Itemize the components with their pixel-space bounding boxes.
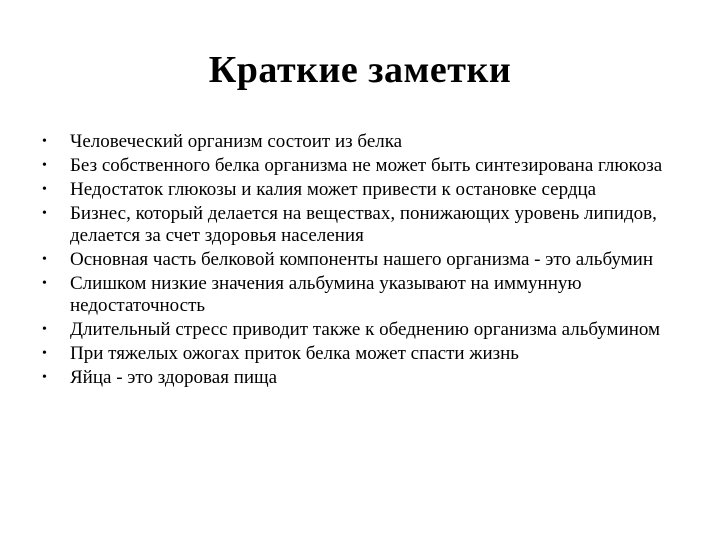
bullet-list xyxy=(42,131,692,391)
list-item xyxy=(42,319,692,341)
list-item xyxy=(42,367,692,389)
slide-title: Краткие заметки xyxy=(208,49,512,91)
list-item xyxy=(42,155,692,177)
bullet-icon: • xyxy=(42,158,47,173)
bullet-icon: • xyxy=(42,370,47,385)
list-item-text: Слишком низкие значения альбумина указывают на иммунную недостаточность xyxy=(70,273,582,316)
list-item xyxy=(42,179,692,201)
list-item xyxy=(42,273,692,317)
list-item xyxy=(42,343,692,365)
list-item-text: Длительный стресс приводит также к обеднению организма альбумином xyxy=(70,319,661,340)
bullet-icon: • xyxy=(42,346,47,361)
bullet-icon: • xyxy=(42,252,47,267)
bullet-icon: • xyxy=(42,206,47,221)
list-item xyxy=(42,249,692,271)
bullet-icon: • xyxy=(42,322,47,337)
list-item-text: При тяжелых ожогах приток белка может спасти жизнь xyxy=(70,343,519,364)
bullet-icon: • xyxy=(42,276,47,291)
list-item-text: Яйца - это здоровая пища xyxy=(70,367,278,388)
list-item xyxy=(42,203,692,247)
list-item-text: Без собственного белка организма не может быть синтезирована глюкоза xyxy=(70,155,663,176)
list-item-text: Основная часть белковой компоненты нашего организма - это альбумин xyxy=(70,249,654,270)
list-item-text: Человеческий организм состоит из белка xyxy=(70,131,403,152)
bullet-icon: • xyxy=(42,134,47,149)
list-item-text: Бизнес, который делается на веществах, понижающих уровень липидов, делается за счет здоровья населения xyxy=(70,203,657,246)
list-item xyxy=(42,131,692,153)
list-item-text: Недостаток глюкозы и калия может привести к остановке сердца xyxy=(70,179,597,200)
bullet-icon: • xyxy=(42,182,47,197)
